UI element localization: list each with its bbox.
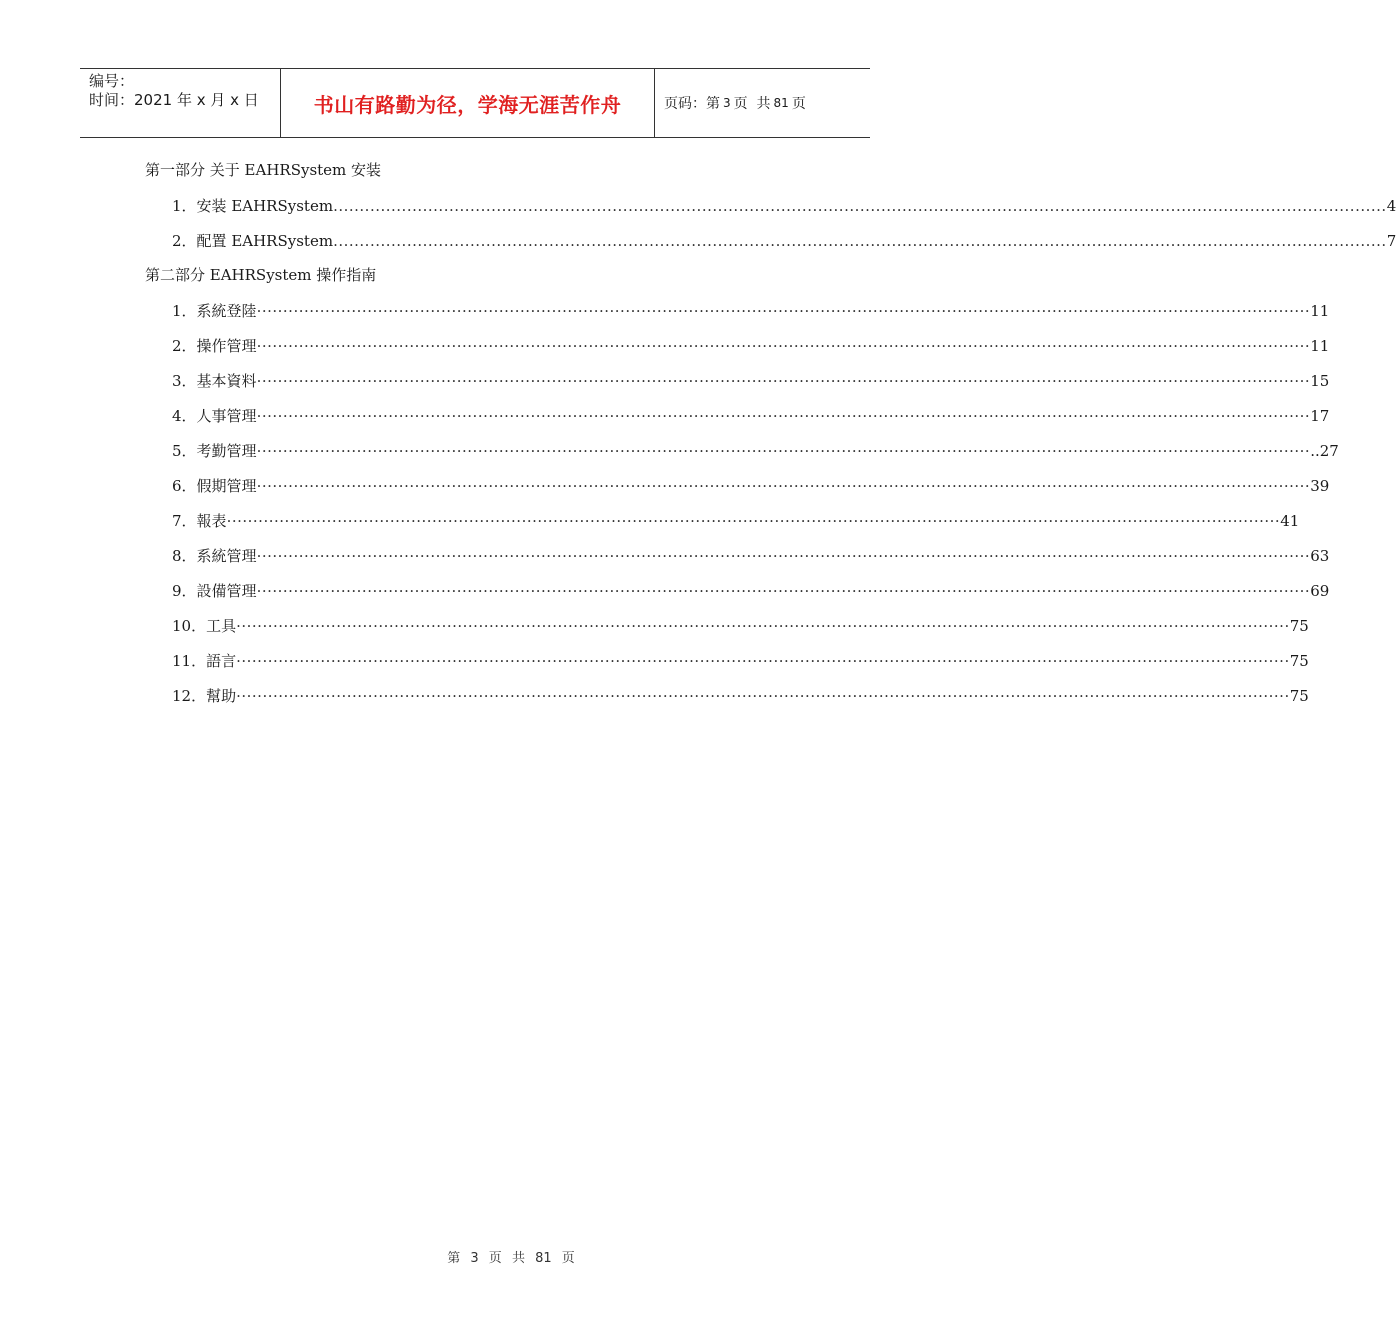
toc-entry-number: 3． bbox=[172, 372, 197, 390]
toc-entry-page: 63 bbox=[1310, 547, 1330, 565]
toc-entry[interactable] bbox=[172, 616, 1309, 636]
header-page-cell bbox=[655, 69, 870, 137]
toc-entry-title: 考勤管理 bbox=[196, 442, 257, 460]
toc-leader-dots: ········································································································································································································ bbox=[256, 302, 1311, 320]
toc-entry[interactable] bbox=[172, 371, 1330, 391]
toc-entry-title: 設備管理 bbox=[196, 582, 257, 600]
header-page-suffix: 页 bbox=[791, 96, 806, 112]
toc-entry-title: 安装 EAHRSystem bbox=[196, 197, 334, 215]
toc-entry-page: 75 bbox=[1289, 617, 1309, 635]
toc-entry-number: 2． bbox=[172, 232, 197, 250]
toc-entry-title: 操作管理 bbox=[196, 337, 257, 355]
toc-leader-dots: ········································································································································································································ bbox=[256, 407, 1311, 425]
toc-part-1-heading: 第一部分 关于 EAHRSystem 安装 bbox=[145, 161, 382, 179]
toc-entry[interactable] bbox=[172, 511, 1300, 531]
toc-leader-dots: ........................................................................................................................................................................................................ bbox=[333, 232, 1387, 250]
toc-entry[interactable] bbox=[172, 301, 1330, 321]
toc-entry-title: 基本資料 bbox=[196, 372, 257, 390]
toc-entry-number: 6． bbox=[172, 477, 197, 495]
toc-entry-title: 假期管理 bbox=[196, 477, 257, 495]
toc-leader-dots: ········································································································································································································ bbox=[256, 372, 1311, 390]
toc-leader-dots: ........................................................................................................................................................................................................ bbox=[333, 197, 1387, 215]
toc-entry-page: 11 bbox=[1310, 337, 1330, 355]
toc-leader-dots: ········································································································································································································ bbox=[256, 442, 1311, 460]
toc-entry[interactable] bbox=[172, 476, 1330, 496]
header-page-current: 3 bbox=[723, 96, 731, 110]
toc-entry-number: 1． bbox=[172, 197, 197, 215]
toc-entry[interactable] bbox=[172, 581, 1330, 601]
toc-entry-title: 報表 bbox=[196, 512, 227, 530]
toc-entry-page: 7 bbox=[1386, 232, 1396, 250]
toc-entry-number: 10． bbox=[172, 617, 207, 635]
toc-entry-title: 語言 bbox=[206, 652, 237, 670]
toc-entry-number: 1． bbox=[172, 302, 197, 320]
toc-entry-page: 17 bbox=[1310, 407, 1330, 425]
toc-entry-title: 幫助 bbox=[206, 687, 237, 705]
document-header bbox=[80, 68, 870, 138]
toc-entry[interactable] bbox=[172, 686, 1309, 706]
toc-leader-dots: ········································································································································································································ bbox=[256, 582, 1311, 600]
header-meta-cell bbox=[80, 69, 281, 137]
header-motto: 书山有路勤为径，学海无涯苦作舟 bbox=[313, 92, 622, 117]
toc-entry-number: 7． bbox=[172, 512, 197, 530]
toc-entry-number: 5． bbox=[172, 442, 197, 460]
header-page-prefix: 页码：第 bbox=[664, 96, 720, 112]
footer-current-page: 3 bbox=[470, 1251, 479, 1266]
toc-entry-title: 系統管理 bbox=[196, 547, 257, 565]
toc-leader-dots: ········································································································································································································ bbox=[236, 652, 1290, 670]
footer-mid-2: 共 bbox=[511, 1251, 525, 1266]
footer-mid-1: 页 bbox=[488, 1251, 502, 1266]
toc-entry-page: 15 bbox=[1310, 372, 1330, 390]
toc-entry-title: 工具 bbox=[206, 617, 237, 635]
toc-leader-dots: ········································································································································································································ bbox=[256, 337, 1311, 355]
toc-entry[interactable] bbox=[172, 406, 1330, 426]
toc-entry-number: 4． bbox=[172, 407, 197, 425]
toc-entry-number: 8． bbox=[172, 547, 197, 565]
toc-entry-title: 系統登陸 bbox=[196, 302, 257, 320]
toc-entry-page: 39 bbox=[1310, 477, 1330, 495]
toc-entry-page: ..27 bbox=[1310, 442, 1339, 460]
toc-entry-number: 9． bbox=[172, 582, 197, 600]
toc-entry-page: 75 bbox=[1289, 652, 1309, 670]
document-time-label: 时间：2021 年 x 月 x 日 bbox=[89, 91, 259, 109]
toc-entry-number: 2． bbox=[172, 337, 197, 355]
toc-entry-page: 4 bbox=[1386, 197, 1396, 215]
toc-entry[interactable] bbox=[172, 336, 1330, 356]
toc-entry[interactable] bbox=[172, 546, 1330, 566]
toc-entry[interactable] bbox=[172, 196, 1396, 216]
toc-entry[interactable] bbox=[172, 231, 1396, 251]
toc-entry-page: 69 bbox=[1310, 582, 1330, 600]
toc-entry-number: 12． bbox=[172, 687, 207, 705]
header-page-mid: 页 共 bbox=[733, 96, 771, 112]
header-page-total: 81 bbox=[773, 96, 789, 110]
toc-leader-dots: ········································································································································································································ bbox=[256, 477, 1311, 495]
document-number-label: 编号： bbox=[89, 72, 135, 90]
toc-entry[interactable] bbox=[172, 651, 1309, 671]
toc-entry-page: 11 bbox=[1310, 302, 1330, 320]
toc-entry-page: 41 bbox=[1280, 512, 1300, 530]
toc-leader-dots: ········································································································································································································ bbox=[256, 547, 1311, 565]
toc-entry-page: 75 bbox=[1289, 687, 1309, 705]
toc-entry-number: 11． bbox=[172, 652, 207, 670]
toc-entry-title: 人事管理 bbox=[196, 407, 257, 425]
footer-suffix: 页 bbox=[561, 1251, 575, 1266]
footer-total-pages: 81 bbox=[535, 1251, 552, 1266]
toc-part-2-heading: 第二部分 EAHRSystem 操作指南 bbox=[145, 266, 377, 284]
toc-entry[interactable] bbox=[172, 441, 1339, 461]
footer-prefix: 第 bbox=[447, 1251, 461, 1266]
toc-leader-dots: ········································································································································································································ bbox=[226, 512, 1281, 530]
header-motto-cell bbox=[281, 69, 655, 137]
toc-leader-dots: ········································································································································································································ bbox=[236, 617, 1290, 635]
page-footer bbox=[0, 1247, 950, 1266]
toc-entry-title: 配置 EAHRSystem bbox=[196, 232, 334, 250]
toc-leader-dots: ········································································································································································································ bbox=[236, 687, 1290, 705]
